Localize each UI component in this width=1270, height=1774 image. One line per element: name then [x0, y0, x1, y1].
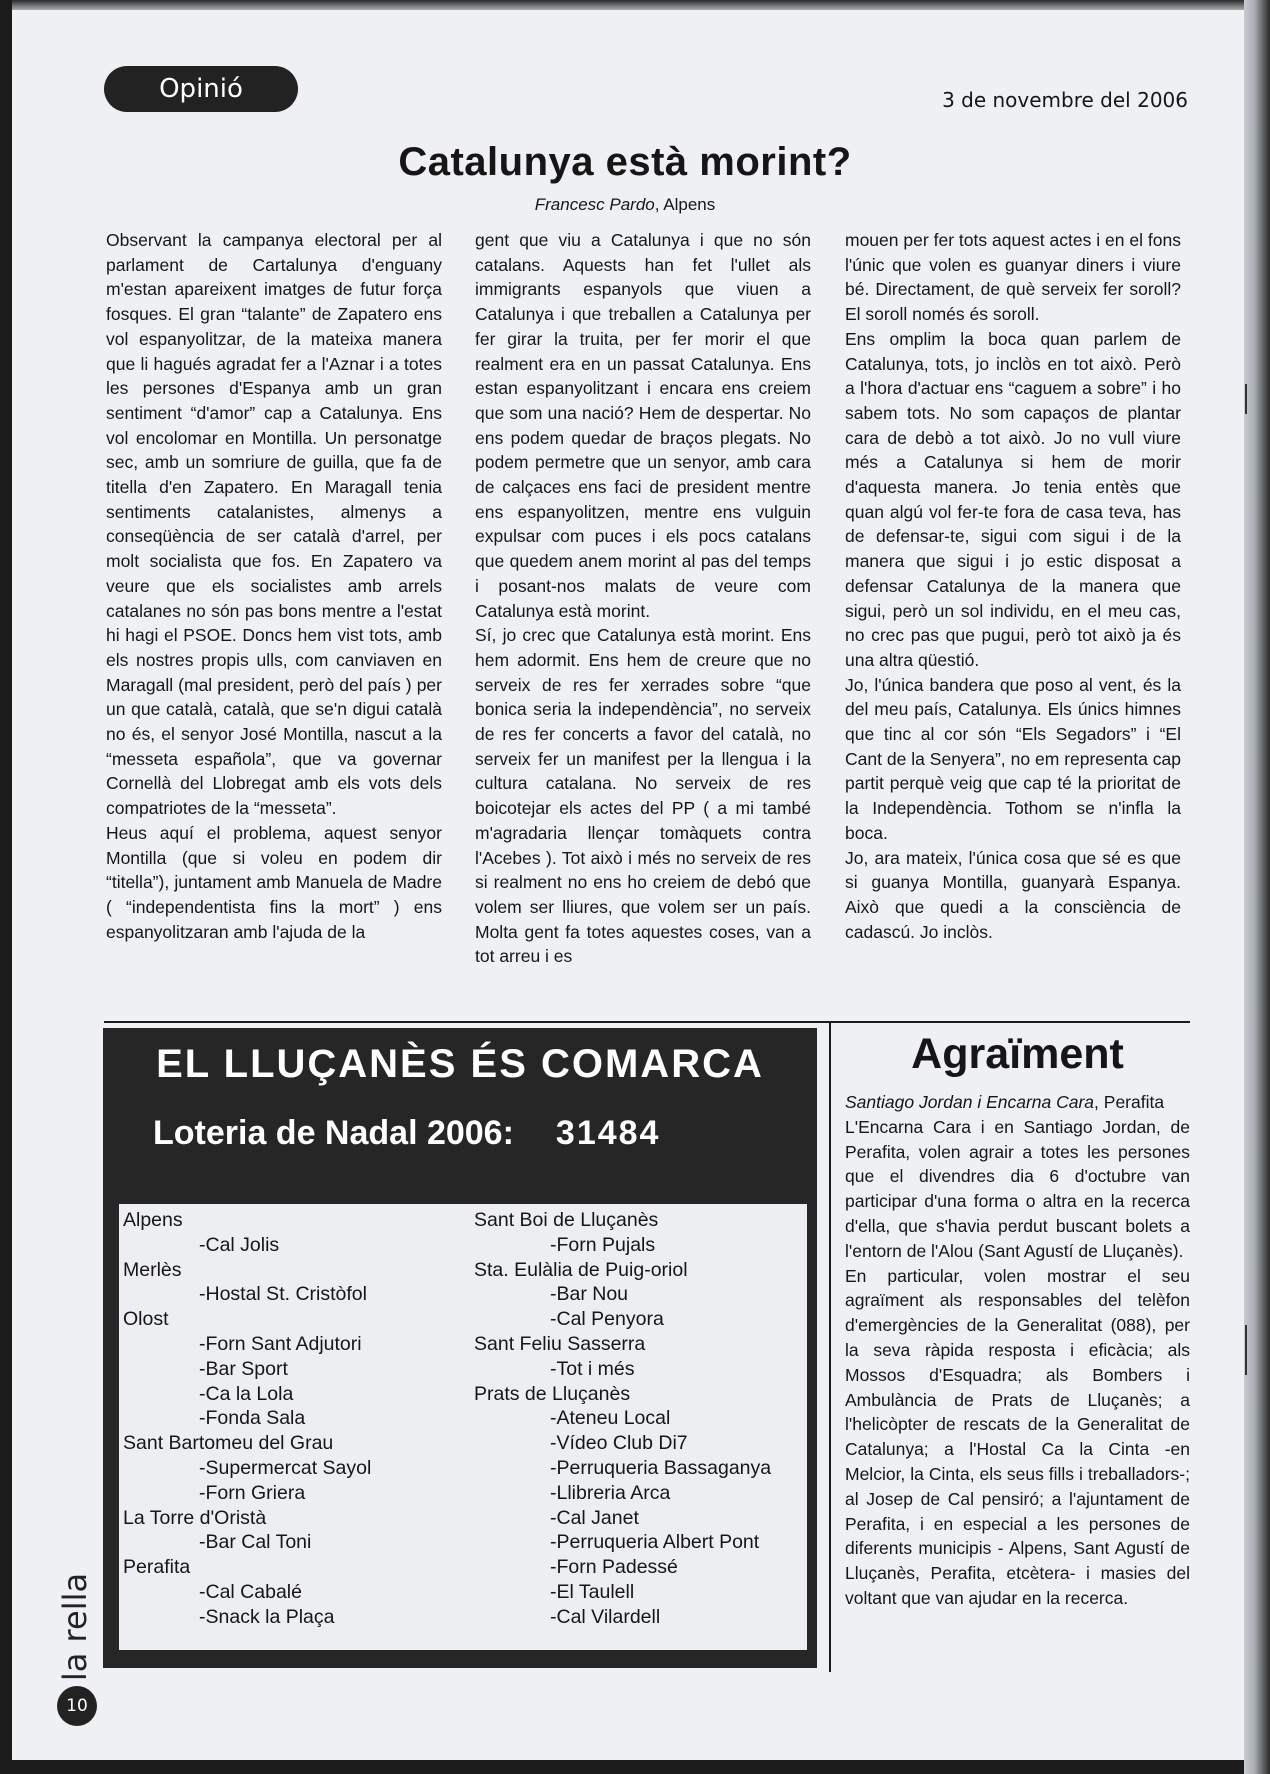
vendor-shop: -Tot i més: [550, 1357, 635, 1380]
publication-name: [50, 1570, 100, 1680]
vendor-shop: -Cal Vilardell: [550, 1605, 661, 1628]
page-number: 10: [57, 1686, 97, 1726]
vendor-shop: -Perruqueria Albert Pont: [550, 1531, 760, 1554]
vendor-shop: -Forn Sant Adjutori: [199, 1332, 362, 1355]
vendor-shop: -El Taulell: [550, 1580, 635, 1603]
vendor-town: Olost: [123, 1308, 169, 1331]
vendor-shop: -Cal Janet: [550, 1506, 639, 1529]
vendor-shop: -Ateneu Local: [550, 1407, 671, 1430]
article-byline: [420, 195, 830, 215]
thanks-title: Agraïment: [911, 1030, 1124, 1078]
article-title: Catalunya està morint?: [398, 140, 852, 184]
paragraph: Heus aquí el problema, aquest senyor Montilla (que si voleu en podem dir “titella”), juntament amb Manuela de Madre ( “independentista fins la mort” ) ens espanyolitzaran amb l'ajuda de la: [106, 822, 442, 942]
column-divider: [829, 1022, 831, 1672]
vendor-shop: -Snack la Plaça: [199, 1605, 335, 1628]
lottery-label: Loteria de Nadal 2006:: [153, 1114, 514, 1152]
vendor-shop: -Bar Nou: [550, 1283, 629, 1306]
paragraph: Jo, l'única bandera que poso al vent, és la del meu país, Catalunya. Els únics himnes que tinc al cor són “Els Segadors” i “El Cant de la Senyera”, no em representa cap partit perquè veig que cap té la prioritat de la Independència. Tothom se n'infla la boca.: [845, 674, 1181, 843]
ad-subtitle: [153, 1114, 660, 1153]
vendor-shop: -Forn Padessé: [550, 1556, 678, 1579]
thanks-byline: [845, 1090, 1190, 1115]
vendor-shop: -Vídeo Club Di7: [550, 1432, 688, 1455]
section-label: Opinió: [104, 66, 298, 112]
article-column-3: [845, 228, 1181, 944]
publication-label: la rella: [56, 1572, 94, 1682]
vendor-shop: -Fonda Sala: [199, 1407, 306, 1430]
author-name: Santiago Jordan i Encarna Cara: [845, 1092, 1095, 1112]
article-column-1: [106, 228, 442, 944]
vendor-town: Sant Bartomeu del Grau: [123, 1432, 334, 1455]
section-divider: [104, 1021, 1190, 1023]
vendor-shop: -Forn Pujals: [550, 1233, 656, 1256]
author-place: , Perafita: [1094, 1092, 1165, 1112]
binding-mark: [1245, 384, 1247, 414]
vendor-shop: -Cal Jolis: [199, 1233, 280, 1256]
vendor-town: Sta. Eulàlia de Puig-oriol: [474, 1258, 688, 1281]
vendor-list-box: [119, 1204, 807, 1650]
thanks-body: [845, 1090, 1190, 1611]
paragraph: Jo, ara mateix, l'única cosa que sé es que si guanya Montilla, guanyarà Espanya. Això que quedi a la consciència de cadascú. Jo inclòs.: [845, 847, 1181, 942]
paragraph: mouen per fer tots aquest actes i en el fons l'únic que volen es guanyar diners i viure bé. Directament, de què serveix fer soroll? El soroll només és soroll.: [845, 230, 1181, 325]
ad-headline: EL LLUÇANÈS ÉS COMARCA: [156, 1042, 764, 1086]
binding-mark: [1245, 1325, 1247, 1375]
vendor-town: Perafita: [123, 1556, 191, 1579]
paragraph: Sí, jo crec que Catalunya està morint. Ens hem adormit. Ens hem de creure que no serveix de res fer xerrades sobre “que bonica seria la independència”, no serveix de res fer concerts a favor del català, no serveix fer un manifest per la llengua i la cultura catalana. No serveix de res boicotejar els actes del PP ( a mi també m'agradaria llençar tomàquets contra l'Acebes ). Tot això i més no serveix de res si realment no ens ho creiem de debó que volem ser lliures, que volem ser un país. Molta gent fa totes aquestes coses, van a tot arreu i es: [475, 625, 811, 967]
vendor-shop: -Bar Sport: [199, 1357, 288, 1380]
vendor-shop: -Forn Griera: [199, 1481, 306, 1504]
vendor-shop: -Llibreria Arca: [550, 1481, 671, 1504]
vendor-town: Sant Feliu Sasserra: [474, 1332, 646, 1355]
vendor-shop: -Cal Cabalé: [199, 1580, 302, 1603]
lottery-ad: [103, 1028, 817, 1668]
vendor-shop: -Bar Cal Toni: [199, 1531, 312, 1554]
vendor-list-left: [123, 1208, 371, 1630]
paragraph: Ens omplim la boca quan parlem de Catalunya, tots, jo inclòs en tot això. Però a l'hora d'actuar ens “caguem a sobre” i ho sabem tots. No som capaços de plantar cara de debò a tot això. Jo no vull viure més a Catalunya si hem de morir d'aquesta manera. Jo tenia entès que quan algú vol fer-te fora de casa teva, has de defensar-te, sigui com sigui i de la manera que sigui i jo estic disposat a defensar Catalunya de la manera que sigui, però un sol individu, en el meu cas, no crec pas que pugui, però tot això ja és una altra qüestió.: [845, 328, 1181, 670]
binding-spine: [1244, 0, 1270, 1774]
vendor-list-right: [474, 1208, 771, 1630]
issue-date: 3 de novembre del 2006: [942, 88, 1188, 112]
paragraph: L'Encarna Cara i en Santiago Jordan, de Perafita, volen agrair a totes les persones que el divendres dia 6 d'octubre van participar d'una forma o altra en la recerca d'ella, que s'havia perdut buscant bolets a l'entorn de l'Alou (Sant Agustí de Lluçanès).: [845, 1116, 1190, 1261]
lottery-number: 31484: [555, 1114, 661, 1152]
vendor-town: Sant Boi de Lluçanès: [474, 1209, 659, 1231]
article-column-2: [475, 228, 811, 969]
vendor-shop: -Supermercat Sayol: [199, 1456, 372, 1479]
paragraph: En particular, volen mostrar el seu agraïment als responsables del telèfon d'emergències de la Generalitat (088), per la seva ràpida resposta i eficàcia; als Mossos d'Esquadra; als Bombers i Ambulància de Prats de Lluçanès; a l'helicòpter de rescats de la Generalitat de Catalunya; a l'Hostal Ca la Cinta -en Melcior, la Cinta, els seus fills i treballadors-; al Josep de Cal pensiró; a l'ajuntament de Perafita, i en especial a les persones de diferents municipis - Alpens, Sant Agustí de Lluçanès, Perafita, etcètera- i masies del voltant que van ajudar en la recerca.: [845, 1265, 1190, 1608]
paragraph: gent que viu a Catalunya i que no són catalans. Aquests han fet l'ullet als immigrants espanyols que viuen a Catalunya i que treballen a Catalunya per fer girar la truita, per fer morir el que realment era en un passat Catalunya. Ens estan espanyolitzant i encara ens creiem que som una nació? Hem de despertar. No ens podem quedar de braços plegats. No podem permetre que un senyor, amb cara de calçaces ens faci de president mentre ens espanyolitzen, mentre ens vulguin expulsar com puces i els pocs catalans que quedem anem morint al pas del temps i posant-nos malats de veure com Catalunya està morint.: [475, 230, 811, 621]
paragraph: Observant la campanya electoral per al parlament de Cartalunya d'enguany m'estan apareixent imatges de futur força fosques. El gran “talante” de Zapatero ens vol espanyolitzar, de la mateixa manera que li hagués agradat fer a l'Aznar i a totes les persones d'Espanya amb un gran sentiment “d'amor” cap a Catalunya. Ens vol encolomar en Montilla. Un personatge sec, amb un somriure de guilla, que fa de titella d'en Zapatero. En Maragall tenia sentiments catalanistes, almenys a conseqüència de ser català d'arrel, per molt socialista que fos. En Zapatero va veure que els socialistes amb arrels catalanes no són pas bons mentre a l'estat hi hagi el PSOE. Doncs hem vist tots, amb els nostres propis ulls, com canviaven en Maragall (mal president, però del país ) per un que català, català, que se'n digui català no és, el senyor José Montilla, nascut a la “messeta española”, que va governar Cornellà del Llobregat amb els vots dels compatriotes de la “messeta”.: [106, 230, 442, 819]
author-place: , Alpens: [654, 195, 716, 214]
vendor-town: La Torre d'Oristà: [123, 1506, 267, 1529]
vendor-shop: -Cal Penyora: [550, 1308, 664, 1331]
vendor-shop: -Ca la Lola: [199, 1382, 294, 1405]
vendor-town: Prats de Lluçanès: [474, 1382, 631, 1405]
vendor-town: Alpens: [123, 1209, 183, 1231]
vendor-shop: -Perruqueria Bassaganya: [550, 1456, 772, 1479]
author-name: Francesc Pardo: [534, 195, 655, 214]
vendor-shop: -Hostal St. Cristòfol: [199, 1283, 367, 1306]
vendor-town: Merlès: [123, 1258, 182, 1281]
